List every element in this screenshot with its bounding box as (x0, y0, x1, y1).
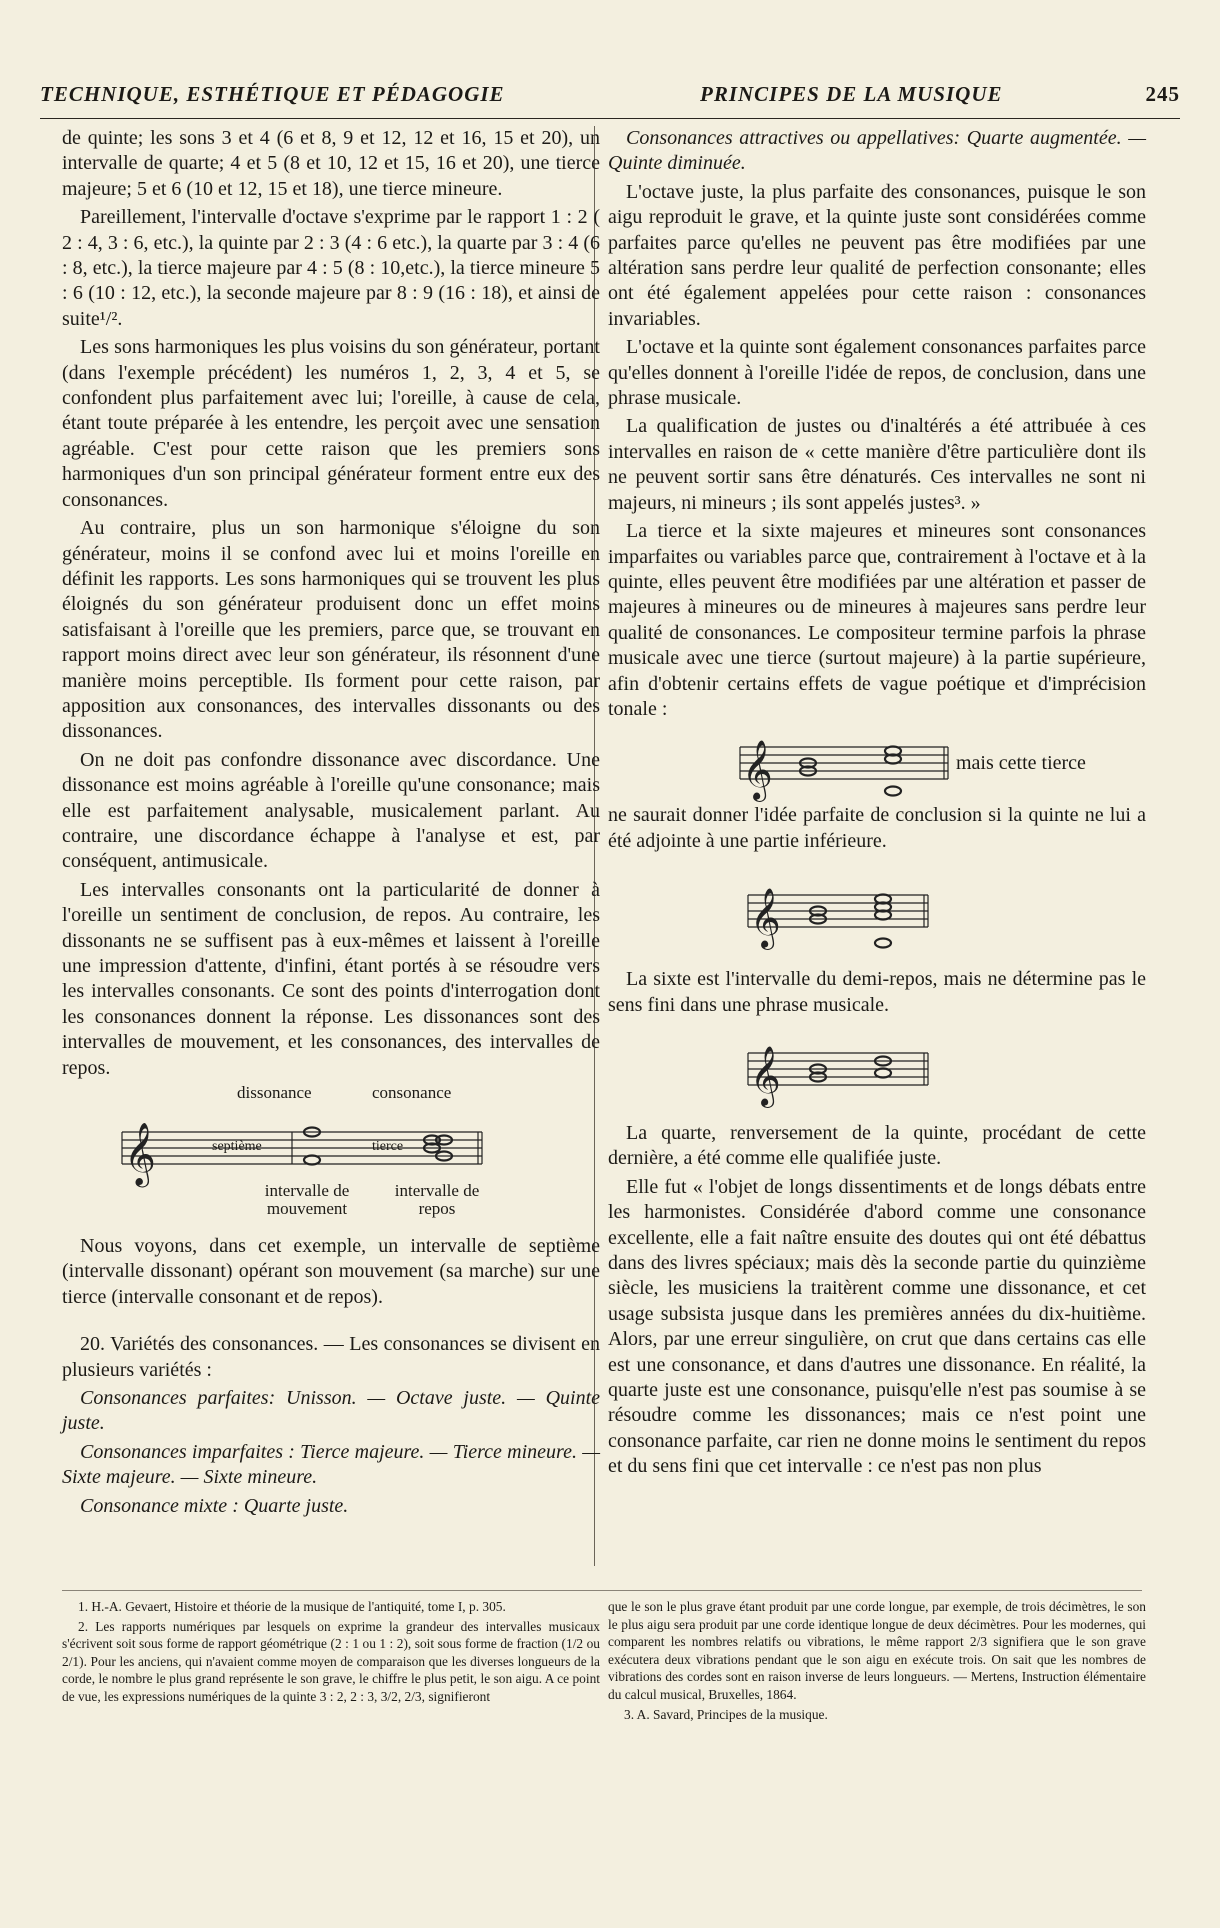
music-example-tierce-line (608, 725, 1146, 803)
paragraph: L'octave juste, la plus parfaite des consonances, puisque le son aigu reproduit le grave, et la quinte juste sont considérées comme parfaites parce qu'elles ne peuvent pas être modifiées par une altération sans perdre leur qualité de perfection consonante; elles ont été également appelées pour cette raison : consonances invariables. (608, 180, 1146, 330)
footnote: 2. Les rapports numériques par lesquels on exprime la grandeur des intervalles musicaux s'écrivent soit sous forme de rapport géométrique (2 : 1 ou 1 : 2), soit sous forme de fraction (1/2 ou 2/1). Pour les anciens, qui n'avaient comme moyen de comparaison que les diverses longueurs de la corde, le nombre le plus grand représente le son grave, le chiffre le plus petit, le son aigu. A ce point de vue, les expressions numériques de la quinte 3 : 2, 2 : 3, 3/2, 2/3, signifieront (62, 1618, 600, 1704)
paragraph: La quarte, renversement de la quinte, procédant de cette dernière, a été comme elle qualifiée juste. (608, 1121, 1146, 1170)
paragraph: La sixte est l'intervalle du demi-repos, mais ne détermine pas le sens fini dans une phrase musicale. (608, 968, 1146, 1016)
running-header (40, 82, 1180, 119)
svg-text:𝄞: 𝄞 (750, 1045, 781, 1106)
label-intervalle-mouvement: intervalle de mouvement (264, 1181, 350, 1219)
svg-text:𝄞: 𝄞 (750, 888, 781, 949)
paragraph: ne saurait donner l'idée parfaite de conclusion si la quinte ne lui a été adjointe à une partie inférieure. (608, 804, 1146, 852)
header-left: TECHNIQUE, ESTHÉTIQUE ET PÉDAGOGIE (40, 82, 505, 106)
staff-sixte (608, 1021, 1146, 1121)
paragraph: Les sons harmoniques les plus voisins du son générateur, portant (dans l'exemple précédent) les numéros 1, 2, 3, 4 et 5, se confondent plus parfaitement avec lui; l'oreille, à cause de cela, étant toute préparée à les entendre, les perçoit avec une sensation agréable. C'est pour cette raison que les premiers sons harmoniques d'un son principal générateur forment entre eux des consonances. (62, 336, 600, 511)
label-tierce: tierce (372, 1139, 404, 1155)
left-column (62, 126, 600, 1522)
page-number: 245 (1145, 82, 1180, 106)
paragraph: La tierce et la sixte majeures et mineures sont consonances imparfaites ou variables parce que, contrairement à l'octave et à la quinte, elles peuvent être modifiées par une altération et passer de majeures à mineures ou de mineures à majeures sans perdre leur qualité de consonances. Le compositeur termine parfois la phrase musicale avec une tierce (surtout majeure) à la partie supérieure, afin d'obtenir certains effets de vague poétique et d'imprécision tonale : (608, 520, 1146, 720)
paragraph: On ne doit pas confondre dissonance avec discordance. Une dissonance est moins agréable à l'oreille qu'une consonance; mais elle est parfaitement analysable, musicalement parlant. Au contraire, une discordance échappe à l'analyse et est, par conséquent, antimusicale. (62, 748, 600, 873)
paragraph: La qualification de justes ou d'inaltérés a été attribuée à ces intervalles en raison de « cette manière d'être particulière dont ils ne peuvent sortir sans être dénaturés. Ces intervalles ne sont ni majeurs, ni mineurs ; ils sont appelés justes³. » (608, 415, 1146, 514)
footnotes-left (62, 1598, 600, 1708)
paragraph: Consonances attractives ou appellatives: Quarte augmentée. — Quinte diminuée. (608, 127, 1146, 175)
paragraph: Les intervalles consonants ont la particularité de donner à l'oreille un sentiment de conclusion, de repos. Au contraire, les dissonants ne se suffisent pas à eux-mêmes et laissent à l'oreille une impression d'attente, d'infini, étant portés à se résoudre vers les intervalles consonants. Ce sont des points d'interrogation dont les consonances donnent la réponse. Les dissonances sont des intervalles de mouvement, et les consonances, des intervalles de repos. (62, 878, 600, 1079)
footnote-rule (62, 1590, 1142, 1591)
label-septieme: septième (212, 1139, 262, 1155)
paragraph: L'octave et la quinte sont également consonances parfaites parce qu'elles donnent à l'oreille l'idée de repos, de conclusion, dans une phrase musicale. (608, 336, 1146, 410)
paragraph: Elle fut « l'objet de longs dissentiments et de longs débats entre les harmonistes. Considérée d'abord comme une consonance excellente, elle a fait naître ensuite des doutes qui ont été débattus dans des livres spéciaux; mais dès la seconde partie du quinzième siècle, les musiciens la traitèrent comme une dissonance, et cet usage subsista jusque dans les premières années du dix-huitième. Alors, par une erreur singulière, on crut que dans certains cas elle est une consonance, et dans d'autres une dissonance. En réalité, la quarte juste est une consonance, puisqu'elle n'est pas soumise à se résoudre comme les dissonances; mais ce n'est point une consonance parfaite, car rien ne donne moins le sentiment du repos et du sens fini que cet intervalle : ce n'est pas non plus (608, 1175, 1146, 1478)
paragraph: Nous voyons, dans cet exemple, un intervalle de septième (intervalle dissonant) opérant son mouvement (sa marche) sur une tierce (intervalle consonant et de repos). (62, 1235, 600, 1308)
label-dissonance: dissonance (237, 1083, 312, 1103)
svg-text:𝄞: 𝄞 (742, 740, 773, 801)
footnotes-right (608, 1598, 1146, 1725)
label-consonance: consonance (372, 1083, 452, 1103)
list-item: Consonances parfaites: Unisson. — Octave juste. — Quinte juste. (62, 1387, 600, 1435)
music-example-dissonance (62, 1084, 600, 1234)
paragraph-continuation: mais cette tierce (956, 752, 1086, 775)
footnote: 1. H.-A. Gevaert, Histoire et théorie de la musique de l'antiquité, tome I, p. 305. (78, 1599, 506, 1614)
svg-text:𝄞: 𝄞 (124, 1122, 156, 1186)
right-column (608, 126, 1146, 1483)
list-item: Consonance mixte : Quarte juste. (80, 1494, 349, 1517)
list-item: Consonances imparfaites : Tierce majeure. — Tierce mineure. — Sixte majeure. — Sixte mineure. (62, 1440, 600, 1489)
footnote: 3. A. Savard, Principes de la musique. (624, 1706, 828, 1722)
section-heading: 20. Variétés des consonances. — Les consonances se divisent en plusieurs variétés : (62, 1333, 600, 1381)
footnote-continuation: que le son le plus grave étant produit par une corde longue, par exemple, de trois décimètres, le son le plus aigu sera produit par une corde identique longue de deux décimètres. Pour les modernes, qui comparent les nombres relatifs ou vibrations, le même rapport 2/3 signifiera que le son grave exécutera deux vibrations pendant que le son aigu en exécute trois. On sait que les nombres de vibrations des cordes sont en raison inverse de leurs longueurs. — Mertens, Instruction élémentaire du calcul musical, Bruxelles, 1864. (608, 1599, 1146, 1702)
paragraph: Pareillement, l'intervalle d'octave s'exprime par le rapport 1 : 2 ( 2 : 4, 3 : 6, etc.), la quinte par 2 : 3 (4 : 6 etc.), la quarte par 3 : 4 (6 : 8, etc.), la tierce majeure par 4 : 5 (8 : 10,etc.), la tierce mineure 5 : 6 (10 : 12, etc.), la seconde majeure par 8 : 9 (16 : 18), et ainsi de suite¹/². (62, 206, 600, 330)
label-intervalle-repos: intervalle de repos (394, 1181, 480, 1219)
staff-quinte-tierce (608, 857, 1146, 967)
paragraph: de quinte; les sons 3 et 4 (6 et 8, 9 et 12, 12 et 16, 15 et 20), un intervalle de quarte; 4 et 5 (8 et 10, 12 et 15, 16 et 20), une tierce majeure; 5 et 6 (10 et 12, 15 et 18), une tierce mineure. (62, 127, 600, 200)
paragraph: Au contraire, plus un son harmonique s'éloigne du son générateur, moins il se confond avec lui et moins l'oreille en définit les rapports. Les sons harmoniques qui se trouvent les plus éloignés du son générateur produisent donc un effet moins satisfaisant à l'oreille que les premiers, parce que, se trouvant en rapport moins direct avec leur son générateur, ils résonnent d'une manière moins perceptible. Ils forment pour cette raison, par apposition aux consonances, des intervalles dissonants ou des dissonances. (62, 517, 600, 743)
header-right: PRINCIPES DE LA MUSIQUE (700, 82, 1003, 106)
